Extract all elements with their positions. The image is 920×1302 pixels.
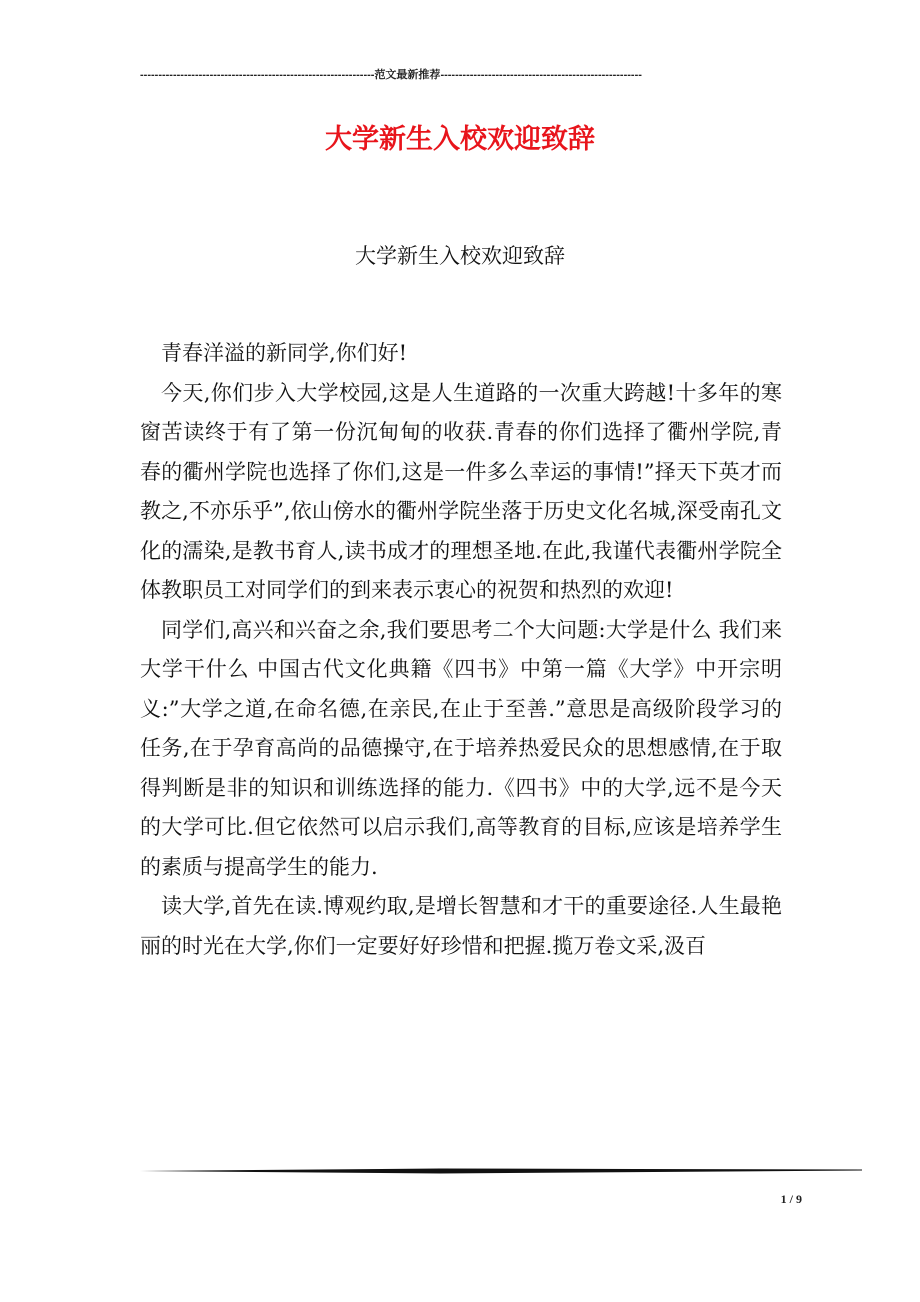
document-body [140,334,782,966]
paragraph-reading: 读大学,首先在读.博观约取,是增长智慧和才干的重要途径.人生最艳丽的时光在大学,你们一定要好好珍惜和把握.揽万卷文采,汲百 [140,894,782,958]
footer-rule [140,1164,862,1178]
paragraph-question: 同学们,高兴和兴奋之余,我们要思考二个大问题:大学是什么 我们来大学干什么 中国古代文化典籍《四书》中第一篇《大学》中开宗明义:”大学之道,在命名德,在亲民,在止于至善.”意思是高级阶段学习的任务,在于孕育高尚的品德操守,在于培养热爱民众的思想感情,在于取得判断是非的知识和训练选择的能力.《四书》中的大学,远不是今天的大学可比.但它依然可以启示我们,高等教育的目标,应该是培养学生的素质与提高学生的能力. [140,617,782,879]
header-right-dashes: ------------------------------------------------------- [440,69,642,81]
paragraph-greeting: 青春洋溢的新同学,你们好! [161,341,408,365]
document-subtitle: 大学新生入校欢迎致辞 [355,244,565,268]
header-label: 范文最新推荐 [374,69,441,81]
page-header [140,68,768,82]
header-left-dashes: ---------------------------------------------------------------- [140,69,375,81]
page-number: 1 / 9 [780,1192,802,1206]
paragraph-welcome: 今天,你们步入大学校园,这是人生道路的一次重大跨越!十多年的寒窗苦读终于有了第一份沉甸甸的收获.青春的你们选择了衢州学院,青春的衢州学院也选择了你们,这是一件多么幸运的事情!”择天下英才而教之,不亦乐乎”,依山傍水的衢州学院坐落于历史文化名城,深受南孔文化的濡染,是教书育人,读书成才的理想圣地.在此,我谨代表衢州学院全体教职员工对同学们的到来表示衷心的祝贺和热烈的欢迎! [140,380,782,602]
document-title: 大学新生入校欢迎致辞 [325,124,595,155]
